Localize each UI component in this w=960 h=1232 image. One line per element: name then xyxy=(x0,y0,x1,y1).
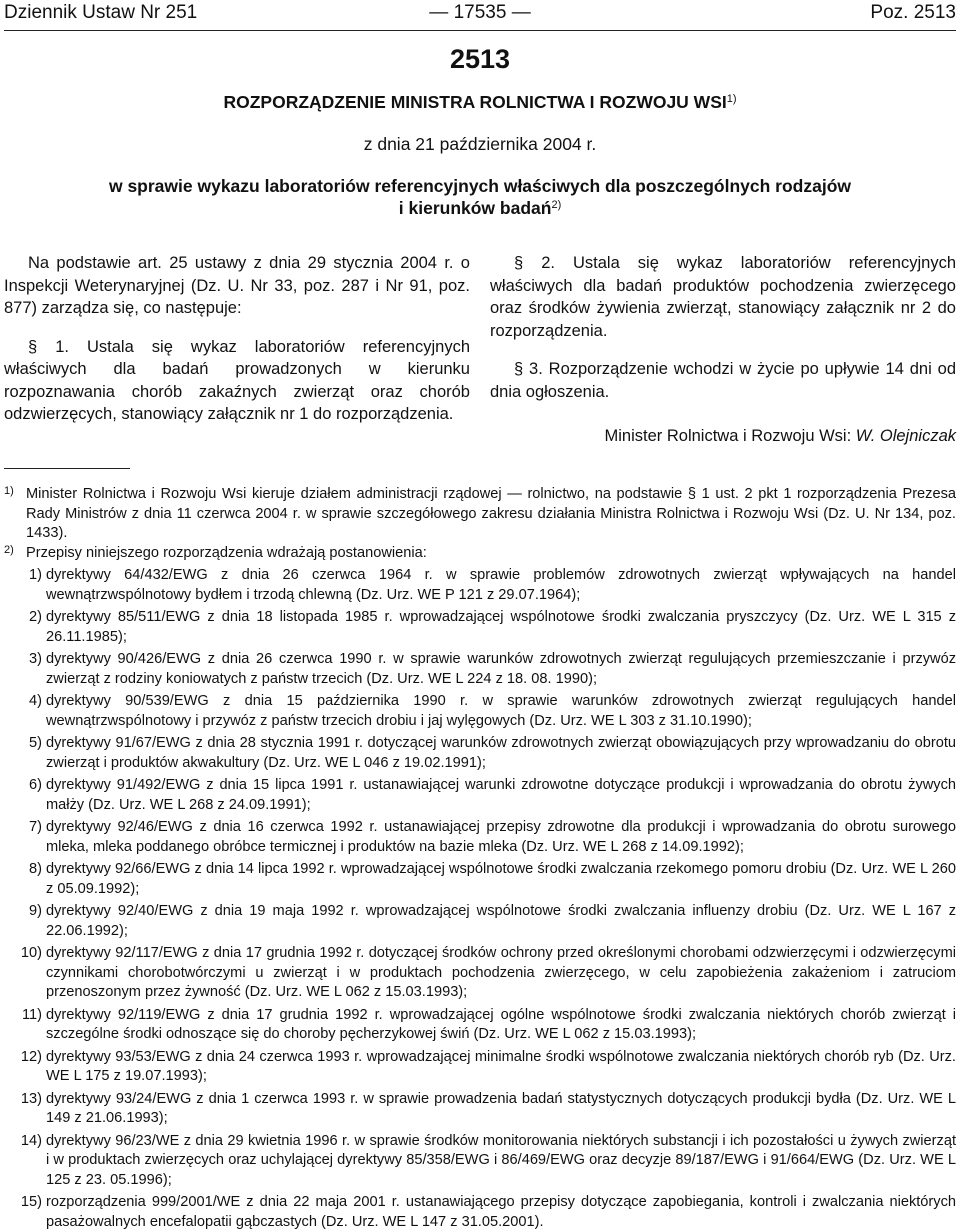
footnote-2-text: Przepisy niniejszego rozporządzenia wdrażają postanowienia: xyxy=(26,544,427,561)
directive-item xyxy=(4,608,956,647)
directive-item xyxy=(4,566,956,605)
paragraph-3: § 3. Rozporządzenie wchodzi w życie po upływie 14 dni od dnia ogłoszenia. xyxy=(490,360,956,401)
directive-item-number: 13) xyxy=(20,1090,42,1107)
directive-item-number: 3) xyxy=(29,651,42,667)
subject-footnote-ref: 2) xyxy=(551,199,562,211)
left-column xyxy=(4,252,470,442)
directive-item xyxy=(4,692,956,731)
directive-item-text: dyrektywy 93/53/EWG z dnia 24 czerwca 1993 r. wprowadzającej minimalne środki wspólnotowe zwalczania niektórych chorób ryb (Dz. Urz. WE L 175 z 19.07.1993); xyxy=(46,1048,956,1084)
directive-item-text: dyrektywy 96/23/WE z dnia 29 kwietnia 1996 r. w sprawie środków monitorowania niektórych substancji i ich pozostałości u żywych zwierząt i w produktach zwierzęcych oraz uchylającej dyrektywy 85/358/EWG i 86/469/EWG oraz decyzje 89/187/EWG i 91/664/EWG (Dz. Urz. WE L 125 z 23. 05.1996); xyxy=(46,1132,956,1188)
act-date: z dnia 21 października 2004 r. xyxy=(363,134,597,154)
footnote-1-mark: 1) xyxy=(4,485,14,497)
act-number: 2513 xyxy=(449,44,511,74)
directive-item xyxy=(4,860,956,899)
footnote-divider xyxy=(4,468,130,469)
directive-item-text: rozporządzenia 999/2001/WE z dnia 22 maja 2001 r. ustanawiającego przepisy dotyczące zapobiegania, kontroli i zwalczania niektórych pasażowalnych encefalopatii gąbczastych (Dz. Urz. WE L 147 z 31.05.2001). xyxy=(46,1194,956,1230)
act-title xyxy=(0,92,960,113)
directive-item-number: 8) xyxy=(29,861,42,877)
subject-line-1: w sprawie wykazu laboratoriów referencyjnych właściwych dla poszczególnych rodzajów xyxy=(108,176,852,196)
directive-item xyxy=(4,1048,956,1087)
directive-item xyxy=(4,1006,956,1045)
act-title-text: ROZPORZĄDZENIE MINISTRA ROLNICTWA I ROZWOJU WSI xyxy=(223,92,727,112)
page-header xyxy=(4,2,956,31)
footnote-1 xyxy=(4,485,956,544)
directive-item xyxy=(4,776,956,815)
directive-item xyxy=(4,650,956,689)
directive-item xyxy=(4,1090,956,1129)
directive-item-text: dyrektywy 92/46/EWG z dnia 16 czerwca 1992 r. ustanawiającej przepisy zdrowotne dla produkcji i wprowadzania do obrotu surowego mleka, mleka poddanego obróbce termicznej i produktów na bazie mleka (Dz. Urz. WE L 268 z 14.09.1992); xyxy=(46,819,956,855)
signature-title: Minister Rolnictwa i Rozwoju Wsi: xyxy=(604,427,852,445)
directive-item xyxy=(4,902,956,941)
directive-item-number: 12) xyxy=(20,1048,42,1065)
footnote-2-mark: 2) xyxy=(4,543,14,556)
directive-item xyxy=(4,818,956,857)
directive-item-number: 15) xyxy=(20,1194,42,1210)
directive-item-number: 11) xyxy=(21,1006,42,1023)
page-number: — 17535 — xyxy=(429,2,531,23)
subject-line-2-text: i kierunków badań xyxy=(398,198,552,218)
signature-name: W. Olejniczak xyxy=(855,427,956,445)
footnotes xyxy=(4,485,956,1232)
directive-item-text: dyrektywy 92/117/EWG z dnia 17 grudnia 1992 r. dotyczącej środków ochrony przed określonymi chorobami odzwierzęcymi i odzwierzęcymi czynnikami chorobotwórczymi u zwierząt i w produktach pochodzenia zwierzęcego, w celu zapobieżenia zakażeniom i zatruciom przenoszonym przez żywność (Dz. Urz. WE L 062 z 15.03.1993); xyxy=(46,945,956,1000)
footnote-2 xyxy=(4,544,956,564)
paragraph-2: § 2. Ustala się wykaz laboratoriów referencyjnych właściwych dla badań produktów pochodzenia zwierzęcego oraz środków żywienia zwierząt, stanowiący załącznik nr 2 do rozporządzenia. xyxy=(490,254,956,340)
paragraph-1: § 1. Ustala się wykaz laboratoriów referencyjnych właściwych dla badań prowadzonych w kierunku rozpoznawania chorób zakaźnych zwierząt oraz chorób odzwierzęcych, stanowiący załącznik nr 1 do rozporządzenia. xyxy=(4,337,470,423)
position-number: Poz. 2513 xyxy=(870,2,956,23)
directive-item-text: dyrektywy 92/40/EWG z dnia 19 maja 1992 r. wprowadzającej wspólnotowe środki zwalczania influenzy drobiu (Dz. Urz. WE L 167 z 22.06.1992); xyxy=(46,903,956,939)
directive-item-number: 9) xyxy=(29,903,42,919)
directive-item-number: 14) xyxy=(20,1132,42,1149)
directive-item-number: 4) xyxy=(29,693,42,709)
directive-item xyxy=(4,1132,956,1191)
preamble: Na podstawie art. 25 ustawy z dnia 29 stycznia 2004 r. o Inspekcji Weterynaryjnej (Dz. U. Nr 33, poz. 287 i Nr 91, poz. 877) zarządza się, co następuje: xyxy=(4,254,470,317)
act-subject xyxy=(0,175,960,219)
footnote-1-text: Minister Rolnictwa i Rozwoju Wsi kieruje działem administracji rządowej — rolnictwo, na podstawie § 1 ust. 2 pkt 1 rozporządzenia Prezesa Rady Ministrów z dnia 11 czerwca 2004 r. w sprawie szczegółowego zakresu działania Ministra Rolnictwa i Rozwoju Wsi (Dz. U. Nr 134, poz. 1433). xyxy=(26,486,956,541)
directive-item-number: 2) xyxy=(29,609,42,625)
directive-item-number: 5) xyxy=(29,735,42,751)
directive-item-text: dyrektywy 91/67/EWG z dnia 28 stycznia 1991 r. dotyczącej warunków zdrowotnych zwierząt obowiązujących przy wprowadzaniu do obrotu zwierząt i produktów akwakultury (Dz. Urz. WE L 046 z 19.02.1991); xyxy=(46,735,956,771)
directive-item-text: dyrektywy 92/119/EWG z dnia 17 grudnia 1992 r. wprowadzającej ogólne wspólnotowe środki zwalczania niektórych chorób zwierząt i szczególne środki odnoszące się do choroby pęcherzykowej świń (Dz. Urz. WE L 062 z 15.03.1993); xyxy=(46,1006,956,1042)
directive-item xyxy=(4,944,956,1003)
directive-item-text: dyrektywy 92/66/EWG z dnia 14 lipca 1992 r. wprowadzającej wspólnotowe środki zwalczania rzekomego pomoru drobiu (Dz. Urz. WE L 260 z 05.09.1992); xyxy=(46,861,956,897)
directive-item-text: dyrektywy 90/539/EWG z dnia 15 października 1990 r. w sprawie warunków zdrowotnych zwierząt regulujących handel wewnątrzwspólnotowy i przywóz z państw trzecich drobiu i jaj wylęgowych (Dz. Urz. WE L 303 z 31.10.1990); xyxy=(46,693,956,729)
directive-item xyxy=(4,734,956,773)
directive-list xyxy=(4,566,956,1232)
signature xyxy=(490,425,956,448)
directive-item xyxy=(4,1193,956,1232)
directive-item-number: 6) xyxy=(29,777,42,793)
directive-item-text: dyrektywy 91/492/EWG z dnia 15 lipca 1991 r. ustanawiającej warunki zdrowotne dotyczące produkcji i wprowadzania do obrotu żywych małży (Dz. Urz. WE L 268 z 24.09.1991); xyxy=(46,777,956,813)
directive-item-text: dyrektywy 93/24/EWG z dnia 1 czerwca 1993 r. w sprawie prowadzenia badań statystycznych dotyczących produkcji bydła (Dz. Urz. WE L 149 z 21.06.1993); xyxy=(46,1090,956,1126)
journal-name: Dziennik Ustaw Nr 251 xyxy=(4,2,198,23)
directive-item-number: 1) xyxy=(29,567,42,583)
right-column xyxy=(490,252,956,448)
directive-item-text: dyrektywy 64/432/EWG z dnia 26 czerwca 1964 r. w sprawie problemów zdrowotnych zwierząt wpływających na handel wewnątrzwspólnotowy bydłem i trzodą chlewną (Dz. Urz. WE P 121 z 29.07.1964); xyxy=(46,567,956,603)
title-footnote-ref: 1) xyxy=(726,93,737,105)
directive-item-number: 7) xyxy=(29,819,42,835)
directive-item-text: dyrektywy 85/511/EWG z dnia 18 listopada 1985 r. wprowadzającej wspólnotowe środki zwalczania pryszczycy (Dz. Urz. WE L 315 z 26.11.1985); xyxy=(46,609,956,645)
subject-line-2 xyxy=(0,197,960,219)
directive-item-text: dyrektywy 90/426/EWG z dnia 26 czerwca 1990 r. w sprawie warunków zdrowotnych zwierząt regulujących przemieszczanie i przywóz zwierząt z rodziny koniowatych z państw trzecich (Dz. Urz. WE L 224 z 18. 08. 1990); xyxy=(46,651,956,687)
directive-item-number: 10) xyxy=(20,945,42,961)
